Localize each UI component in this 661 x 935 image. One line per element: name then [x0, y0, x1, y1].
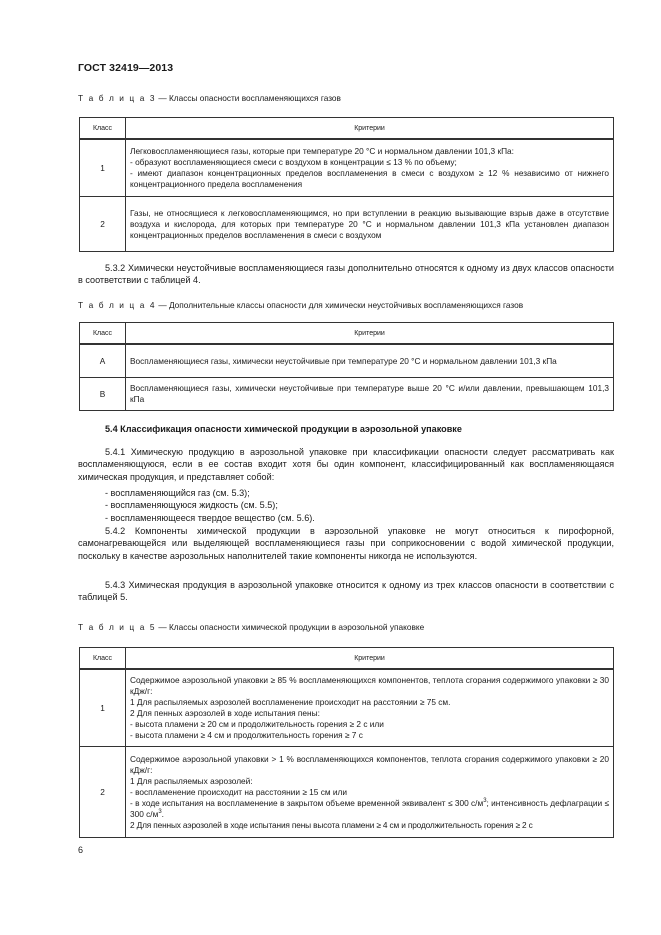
table3-header-criteria: Критерии [126, 118, 614, 140]
table5-row1-criteria [126, 669, 614, 747]
table-row [80, 378, 614, 411]
table5-row1-class: 1 [80, 669, 126, 747]
table-row [80, 747, 614, 838]
paragraph-text: 5.4.1 Химическую продукцию в аэрозольной упаковке при классификации опасности следует рассматривать как воспламеняющуюся, если в ее состав входит хотя бы один компонент, классифицированный как воспламеняющаяся химическая продукция, и представляет собой: [78, 447, 614, 482]
criteria-line: Содержимое аэрозольной упаковки ≥ 85 % воспламеняющихся компонентов, теплота сгорания содержимого упаковки ≥ 30 кДж/г: [130, 675, 609, 696]
paragraph-5-4-1 [78, 446, 614, 483]
table5-caption-text: — Классы опасности химической продукции в аэрозольной упаковке [156, 622, 425, 632]
criteria-line: 2 Для пенных аэрозолей в ходе испытания пены высота пламени ≥ 4 см и продолжительность горения ≥ 2 с [130, 819, 533, 830]
table-row [80, 139, 614, 197]
table4-row1-criteria: Воспламеняющиеся газы, химически неустойчивые при температуре 20 °С и нормальном давлении 101,3 кПа [126, 344, 614, 378]
document-code: ГОСТ 32419—2013 [78, 62, 174, 74]
criteria-line: - имеют диапазон концентрационных пределов воспламенения в смеси с воздухом ≥ 12 % независимо от нижнего концентрационного предела воспламенения [130, 168, 609, 189]
table5-row2-criteria [126, 747, 614, 838]
criteria-line: - образуют воспламеняющиеся смеси с воздухом в концентрации ≤ 13 % по объему; [130, 157, 457, 167]
criteria-line: 1 Для распыляемых аэрозолей воспламенение происходит на расстоянии ≥ 75 см. [130, 697, 451, 707]
paragraph-5-4-3 [78, 579, 614, 604]
table5-row2-class: 2 [80, 747, 126, 838]
table4-header-criteria: Критерии [126, 323, 614, 345]
list-item: - воспламеняющееся твердое вещество (см. 5.6). [105, 513, 315, 523]
section-5-4-heading: 5.4 Классификация опасности химической продукции в аэрозольной упаковке [105, 424, 462, 434]
table3-caption [78, 93, 341, 103]
page-number: 6 [78, 845, 84, 855]
table4-caption-text: — Дополнительные классы опасности для химически неустойчивых воспламеняющихся газов [156, 300, 524, 310]
paragraph-5-3-2 [78, 262, 614, 287]
table4-row2-class: В [80, 378, 126, 411]
criteria-line: Содержимое аэрозольной упаковки > 1 % воспламеняющихся компонентов, теплота сгорания содержимого упаковки ≥ 20 кДж/г: [130, 753, 609, 775]
table4 [79, 322, 614, 411]
criteria-text: . [161, 808, 164, 819]
superscript: 3 [483, 797, 487, 804]
table4-header-class: Класс [80, 323, 126, 345]
table3 [79, 117, 614, 252]
list-item: - воспламеняющуюся жидкость (см. 5.5); [105, 500, 278, 510]
table4-row1-class: А [80, 344, 126, 378]
table3-caption-label: Т а б л и ц а 3 [78, 93, 157, 103]
table5-caption-label: Т а б л и ц а 5 [78, 622, 157, 632]
criteria-text: ; интенсивность дефлаграции ≤ 300 с/м [130, 797, 610, 819]
table-row [80, 197, 614, 252]
table5-header-class: Класс [80, 648, 126, 670]
criteria-line: 1 Для распыляемых аэрозолей: [130, 775, 253, 786]
table5-header-criteria: Критерии [126, 648, 614, 670]
table-row [80, 344, 614, 378]
table3-row2-criteria: Газы, не относящиеся к легковоспламеняющимся, но при вступлении в реакцию вызывающие взрыв даже в отсутствие воздуха и кислорода, для которых при температуре 20 °С и нормальном давлении 101,3 кПа установлен диапазон концентрационных пределов воспламенения в смеси с воздухом [126, 197, 614, 252]
paragraph-text: 5.4.3 Химическая продукция в аэрозольной упаковке относится к одному из трех классов опасности в соответствии с таблицей 5. [78, 580, 614, 603]
criteria-line: - воспламенение происходит на расстоянии ≥ 15 см или [130, 786, 347, 797]
table3-row1-class: 1 [80, 139, 126, 197]
table3-header-class: Класс [80, 118, 126, 140]
criteria-line [130, 798, 609, 820]
criteria-line: 2 Для пенных аэрозолей в ходе испытания пены: [130, 708, 320, 718]
table3-caption-text: — Классы опасности воспламеняющихся газов [156, 93, 341, 103]
criteria-line: Легковоспламеняющиеся газы, которые при температуре 20 °С и нормальном давлении 101,3 кПа: [130, 146, 514, 156]
table5 [79, 647, 614, 838]
table-row [80, 669, 614, 747]
paragraph-text: 5.4.2 Компоненты химической продукции в аэрозольной упаковке не могут относиться к пирофорной, самонагревающейся или выделяющей воспламеняющиеся газы при соприкосновении с водой химической продукции, поскольку в качестве аэрозольных наполнителей такие компоненты никогда не используются. [78, 526, 614, 561]
table5-caption [78, 622, 424, 632]
table3-row1-criteria [126, 139, 614, 197]
table4-caption [78, 300, 523, 310]
paragraph-text: 5.3.2 Химически неустойчивые воспламеняющиеся газы дополнительно относятся к одному из двух классов опасности в соответствии с таблицей 4. [78, 263, 614, 286]
table4-row2-criteria: Воспламеняющиеся газы, химически неустойчивые при температуре выше 20 °С и/или давлении, превышающем 101,3 кПа [126, 378, 614, 411]
paragraph-5-4-2 [78, 525, 614, 562]
criteria-text: - в ходе испытания на воспламенение в закрытом объеме временной эквивалент ≤ 300 с/м [130, 797, 484, 808]
list-item: - воспламеняющийся газ (см. 5.3); [105, 488, 250, 498]
criteria-line: - высота пламени ≥ 20 см и продолжительность горения ≥ 2 с или [130, 719, 384, 729]
criteria-line: - высота пламени ≥ 4 см и продолжительность горения ≥ 7 с [130, 730, 363, 740]
superscript: 3 [158, 808, 162, 815]
table4-caption-label: Т а б л и ц а 4 [78, 300, 157, 310]
table3-row2-class: 2 [80, 197, 126, 252]
